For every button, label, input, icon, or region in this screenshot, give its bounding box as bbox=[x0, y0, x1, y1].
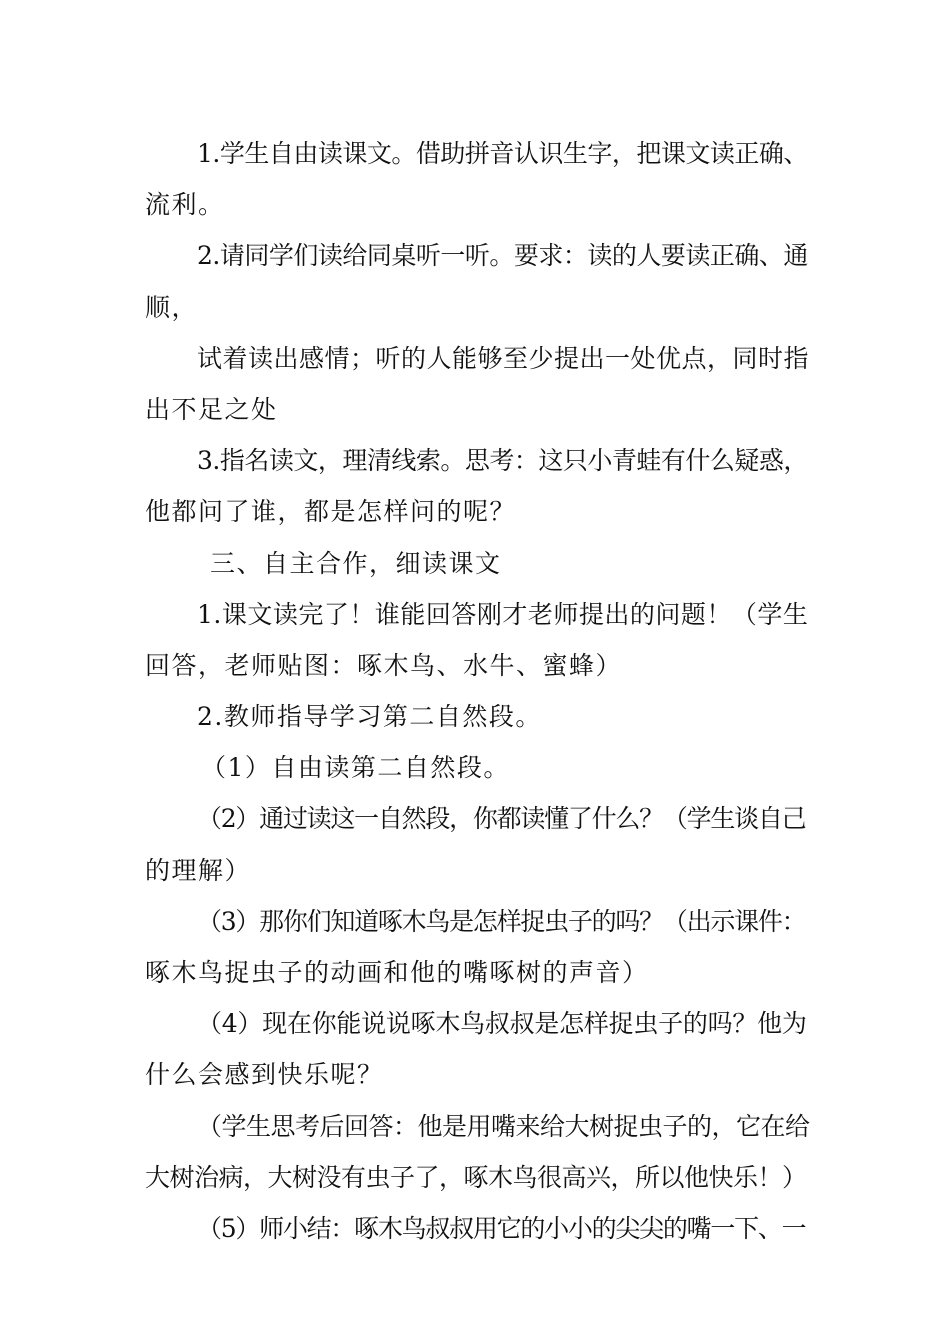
paragraph-line: 1.课文读完了！谁能回答刚才老师提出的问题！（学生 bbox=[197, 599, 809, 629]
document-body bbox=[145, 128, 810, 1254]
paragraph-line: 试着读出感情；听的人能够至少提出一处优点，同时指 bbox=[197, 343, 810, 373]
paragraph-line: （学生思考后回答：他是用嘴来给大树捉虫子的，它在给 bbox=[197, 1111, 810, 1141]
paragraph-line: 2.请同学们读给同桌听一听。要求：读的人要读正确、通 bbox=[197, 241, 808, 271]
section-heading: 三、自主合作，细读课文 bbox=[210, 548, 502, 578]
paragraph-line: 顺， bbox=[145, 292, 199, 322]
paragraph-line: 啄木鸟捉虫子的动画和他的嘴啄树的声音） bbox=[145, 958, 649, 987]
paragraph-line: （3）那你们知道啄木鸟是怎样捉虫子的吗？（出示课件： bbox=[197, 906, 806, 936]
paragraph-line: 2.教师指导学习第二自然段。 bbox=[197, 702, 542, 732]
paragraph-line: （5）师小结：啄木鸟叔叔用它的小小的尖尖的嘴一下、一 bbox=[197, 1213, 806, 1243]
paragraph-line: 他都问了谁，都是怎样问的呢？ bbox=[145, 497, 517, 527]
paragraph-line: 3.指名读文，理清线索。思考：这只小青蛙有什么疑惑， bbox=[197, 446, 808, 476]
paragraph-line: 回答，老师贴图：啄木鸟、水牛、蜜蜂） bbox=[145, 650, 623, 680]
paragraph-line: （2）通过读这一自然段，你都读懂了什么？（学生谈自己 bbox=[197, 804, 806, 834]
paragraph-line: （4）现在你能说说啄木鸟叔叔是怎样捉虫子的吗？他为 bbox=[197, 1009, 807, 1039]
paragraph-line: 什么会感到快乐呢？ bbox=[145, 1060, 384, 1090]
paragraph-line: 出不足之处 bbox=[145, 394, 278, 424]
paragraph-line: （1）自由读第二自然段。 bbox=[201, 753, 510, 783]
paragraph-line: 的理解） bbox=[145, 855, 252, 885]
paragraph-line: 1.学生自由读课文。借助拼音认识生字，把课文读正确、 bbox=[197, 139, 808, 168]
paragraph-line: 大树治病，大树没有虫子了，啄木鸟很高兴，所以他快乐！） bbox=[145, 1162, 807, 1192]
paragraph-line: 流利。 bbox=[145, 190, 225, 220]
